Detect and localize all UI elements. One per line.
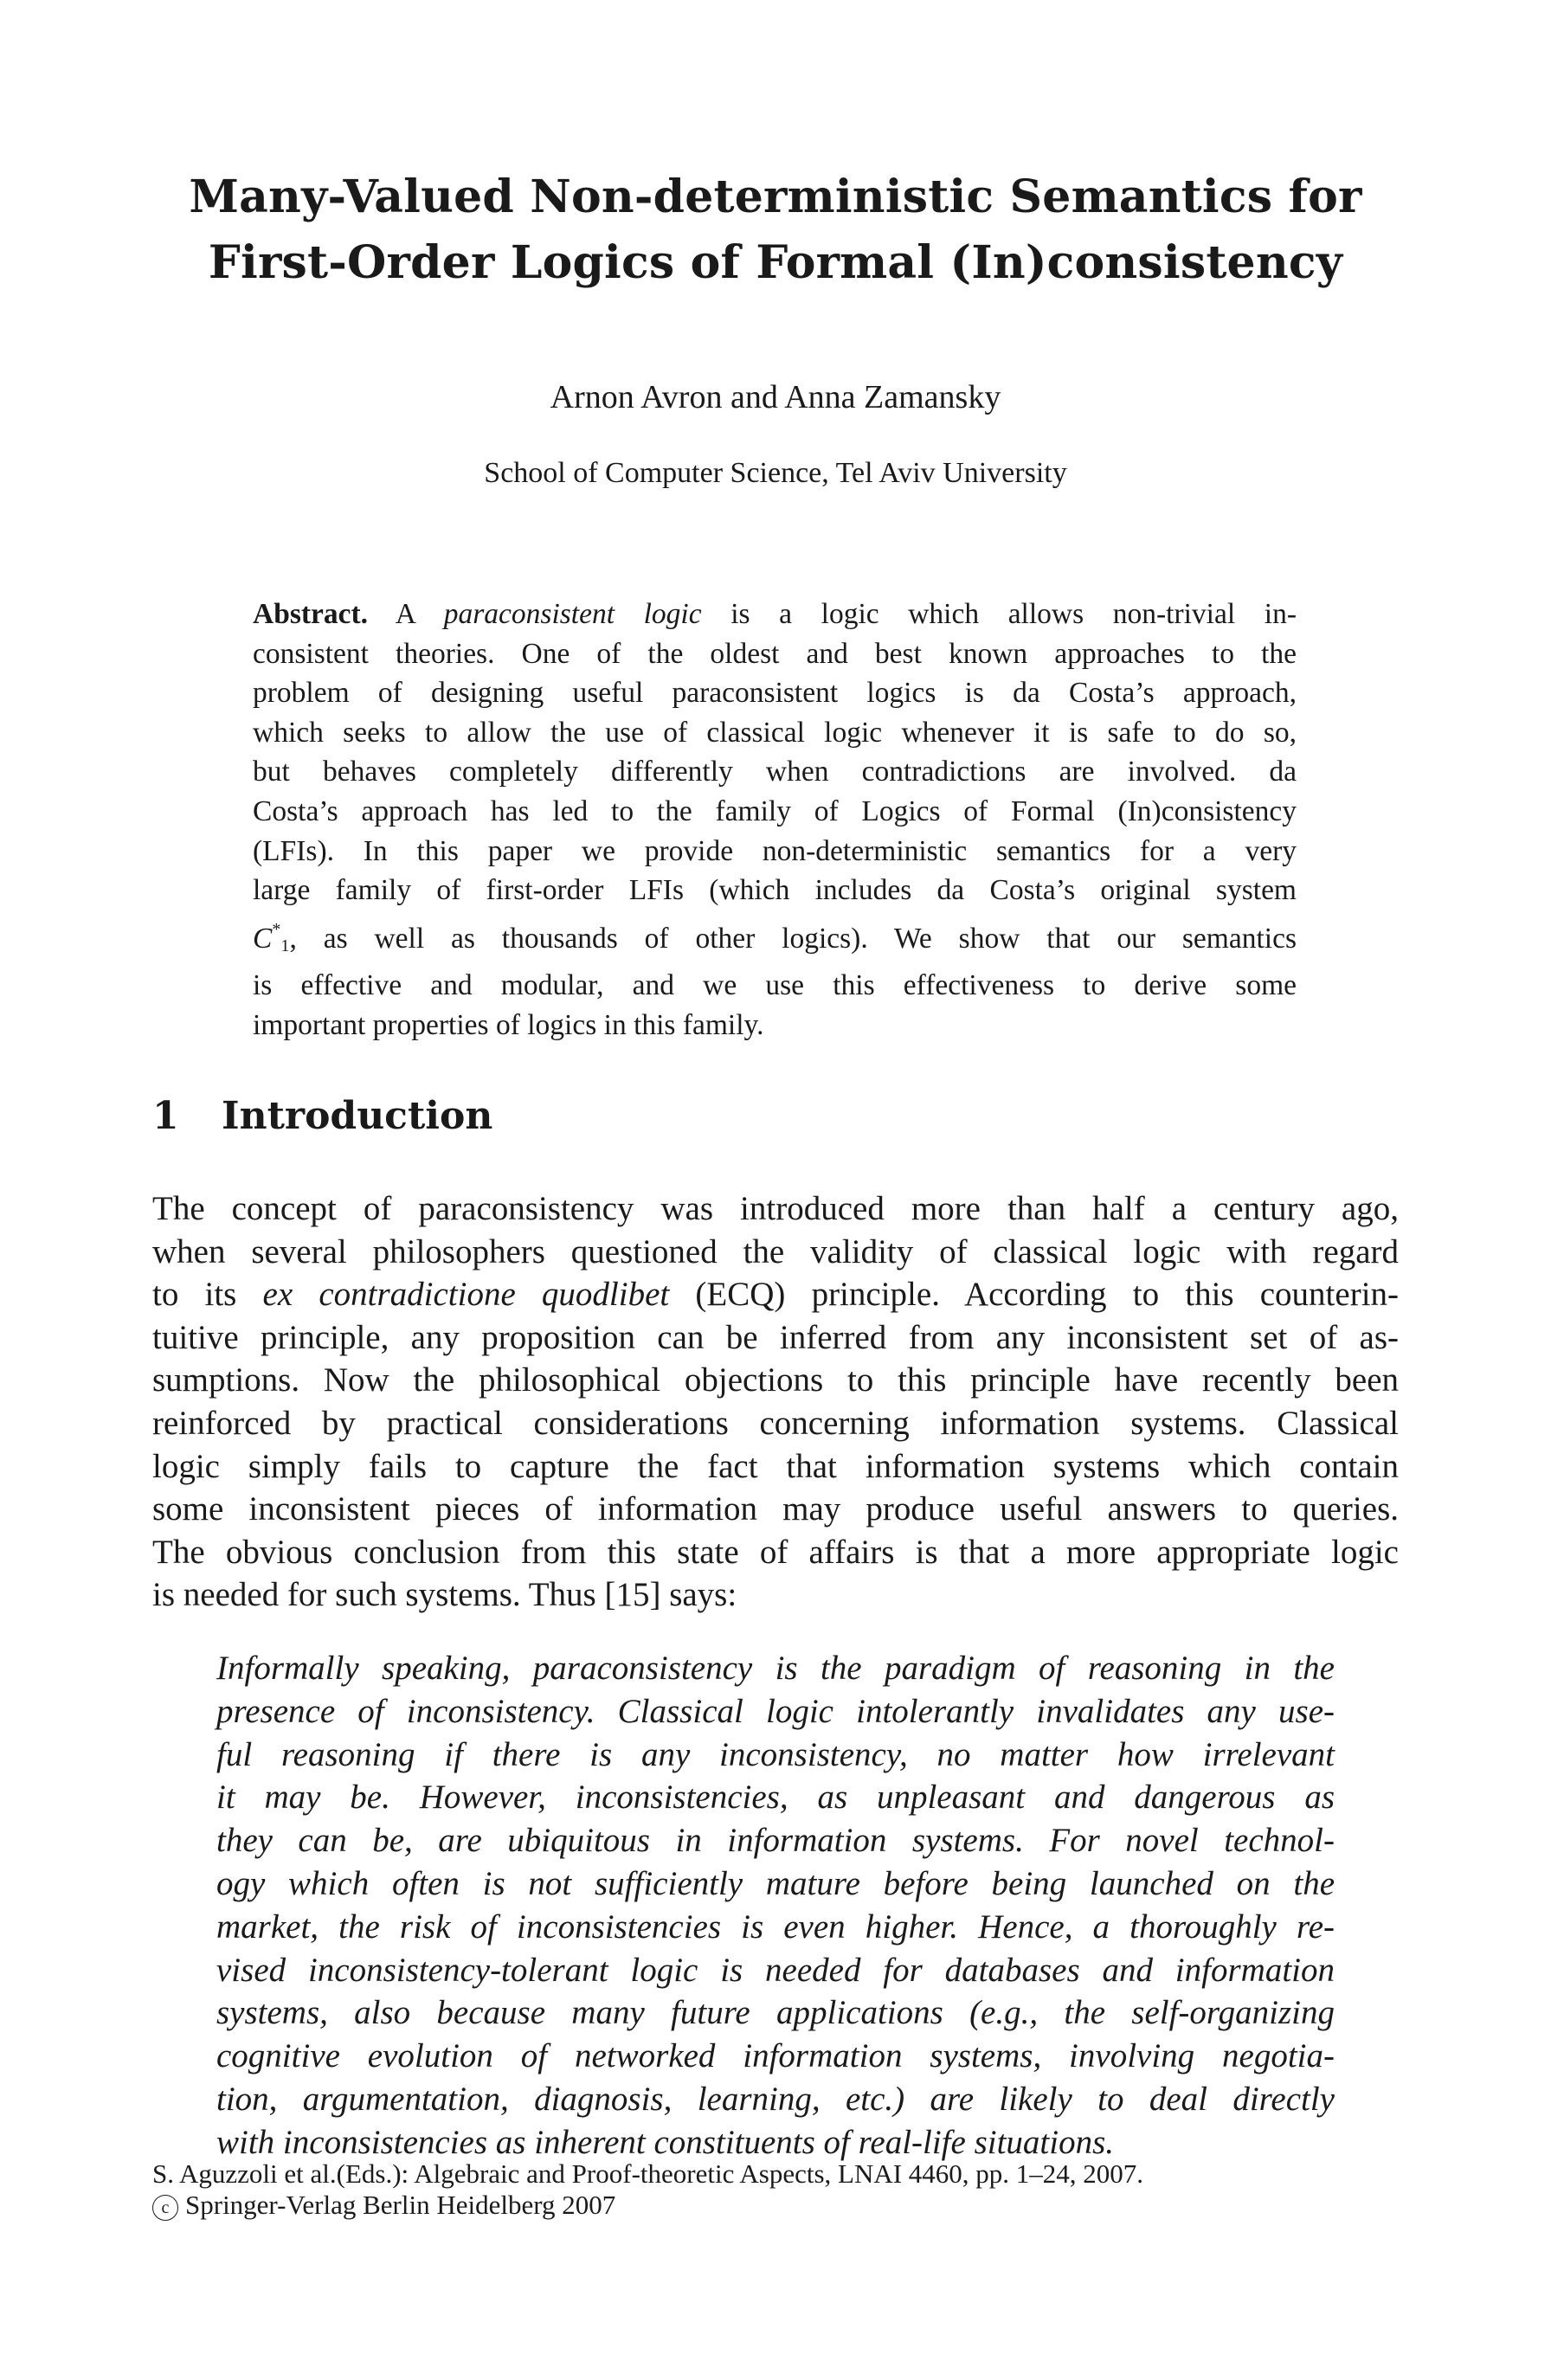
abstract-text: is a logic which allows non-trivial in- <box>701 598 1297 630</box>
math-subscript: 1 <box>280 936 290 955</box>
abstract-line <box>253 910 1297 967</box>
section-heading <box>152 1092 492 1141</box>
quote-line: ful reasoning if there is any inconsistency, no matter how irrelevant <box>216 1735 1335 1773</box>
body-line: The concept of paraconsistency was introduced more than half a century ago, <box>152 1190 1399 1227</box>
quote-line: they can be, are ubiquitous in information systems. For novel technol- <box>216 1822 1335 1860</box>
abstract-text: A <box>368 598 444 630</box>
abstract-label: Abstract. <box>253 598 369 630</box>
quote-line: Informally speaking, paraconsistency is the paradigm of reasoning in the <box>216 1650 1335 1687</box>
abstract-line <box>253 595 1297 634</box>
quote-line: tion, argumentation, diagnosis, learning, etc.) are likely to deal directly <box>216 2080 1335 2118</box>
quote-line: vised inconsistency-tolerant logic is needed for databases and information <box>216 1951 1335 1989</box>
footer-citation: S. Aguzzoli et al.(Eds.): Algebraic and Proof-theoretic Aspects, LNAI 4460, pp. 1–24, 2007. <box>152 2158 1144 2189</box>
abstract-line: which seeks to allow the use of classical logic whenever it is safe to do so, <box>253 716 1297 749</box>
abstract-text: , as well as thousands of other logics). We show that our semantics <box>289 922 1297 955</box>
quote-line: cognitive evolution of networked information systems, involving negotia- <box>216 2037 1335 2075</box>
title-line-2: First-Order Logics of Formal (In)consistency <box>208 236 1343 289</box>
body-line: is needed for such systems. Thus [15] says: <box>152 1576 737 1614</box>
block-quote <box>216 1647 1335 2165</box>
body-line: reinforced by practical considerations concerning information systems. Classical <box>152 1404 1399 1442</box>
abstract-term: paraconsistent logic <box>443 598 702 630</box>
quote-line: presence of inconsistency. Classical logic intolerantly invalidates any use- <box>216 1692 1335 1730</box>
body-text: to its <box>152 1276 263 1314</box>
author-affiliation: School of Computer Science, Tel Aviv University <box>484 457 1067 489</box>
quote-line: ogy which often is not sufficiently mature before being launched on the <box>216 1864 1335 1902</box>
abstract-line: important properties of logics in this family. <box>253 1009 764 1042</box>
abstract-line: (LFIs). In this paper we provide non-deterministic semantics for a very <box>253 834 1297 867</box>
abstract-line: but behaves completely differently when contradictions are involved. da <box>253 756 1297 788</box>
abstract-line: problem of designing useful paraconsistent logics is da Costa’s approach, <box>253 677 1297 710</box>
quote-line: market, the risk of inconsistencies is even higher. Hence, a thoroughly re- <box>216 1907 1335 1946</box>
abstract-line: large family of first-order LFIs (which includes da Costa’s original system <box>253 874 1297 907</box>
quote-line: systems, also because many future applications (e.g., the self-organizing <box>216 1994 1335 2032</box>
paper-title <box>130 164 1421 296</box>
body-line <box>152 1273 1399 1316</box>
abstract-line: is effective and modular, and we use this effectiveness to derive some <box>253 969 1297 1002</box>
abstract-line: consistent theories. One of the oldest and best known approaches to the <box>253 637 1297 670</box>
math-superscript: * <box>272 919 281 939</box>
footer-copyright <box>152 2190 1143 2221</box>
abstract <box>253 595 1297 1045</box>
section-number: 1 <box>152 1094 179 1138</box>
latin-term: ex contradictione quodlibet <box>262 1276 670 1314</box>
body-text: (ECQ) principle. According to this counterin- <box>669 1276 1400 1314</box>
body-line: The obvious conclusion from this state of affairs is that a more appropriate logic <box>152 1533 1399 1571</box>
math-base: C <box>253 922 273 955</box>
copyright-text: Springer-Verlag Berlin Heidelberg 2007 <box>185 2190 616 2220</box>
body-line: logic simply fails to capture the fact that information systems which contain <box>152 1447 1399 1485</box>
quote-line: with inconsistencies as inherent constituents of real-life situations. <box>216 2123 1115 2161</box>
body-line: some inconsistent pieces of information may produce useful answers to queries. <box>152 1490 1399 1528</box>
math-symbol <box>253 919 290 955</box>
body-line: sumptions. Now the philosophical objections to this principle have recently been <box>152 1361 1399 1399</box>
title-line-1: Many-Valued Non-deterministic Semantics for <box>189 170 1362 223</box>
body-paragraph <box>152 1187 1399 1617</box>
body-line: tuitive principle, any proposition can be inferred from any inconsistent set of as- <box>152 1318 1399 1356</box>
author-names: Arnon Avron and Anna Zamansky <box>550 379 1001 415</box>
section-title: Introduction <box>222 1094 493 1138</box>
body-line: when several philosophers questioned the validity of classical logic with regard <box>152 1232 1399 1270</box>
copyright-icon: c <box>152 2195 178 2221</box>
quote-line: it may be. However, inconsistencies, as unpleasant and dangerous as <box>216 1779 1335 1817</box>
abstract-line: Costa’s approach has led to the family of Logics of Formal (In)consistency <box>253 794 1297 827</box>
page-footer <box>152 2158 1143 2221</box>
